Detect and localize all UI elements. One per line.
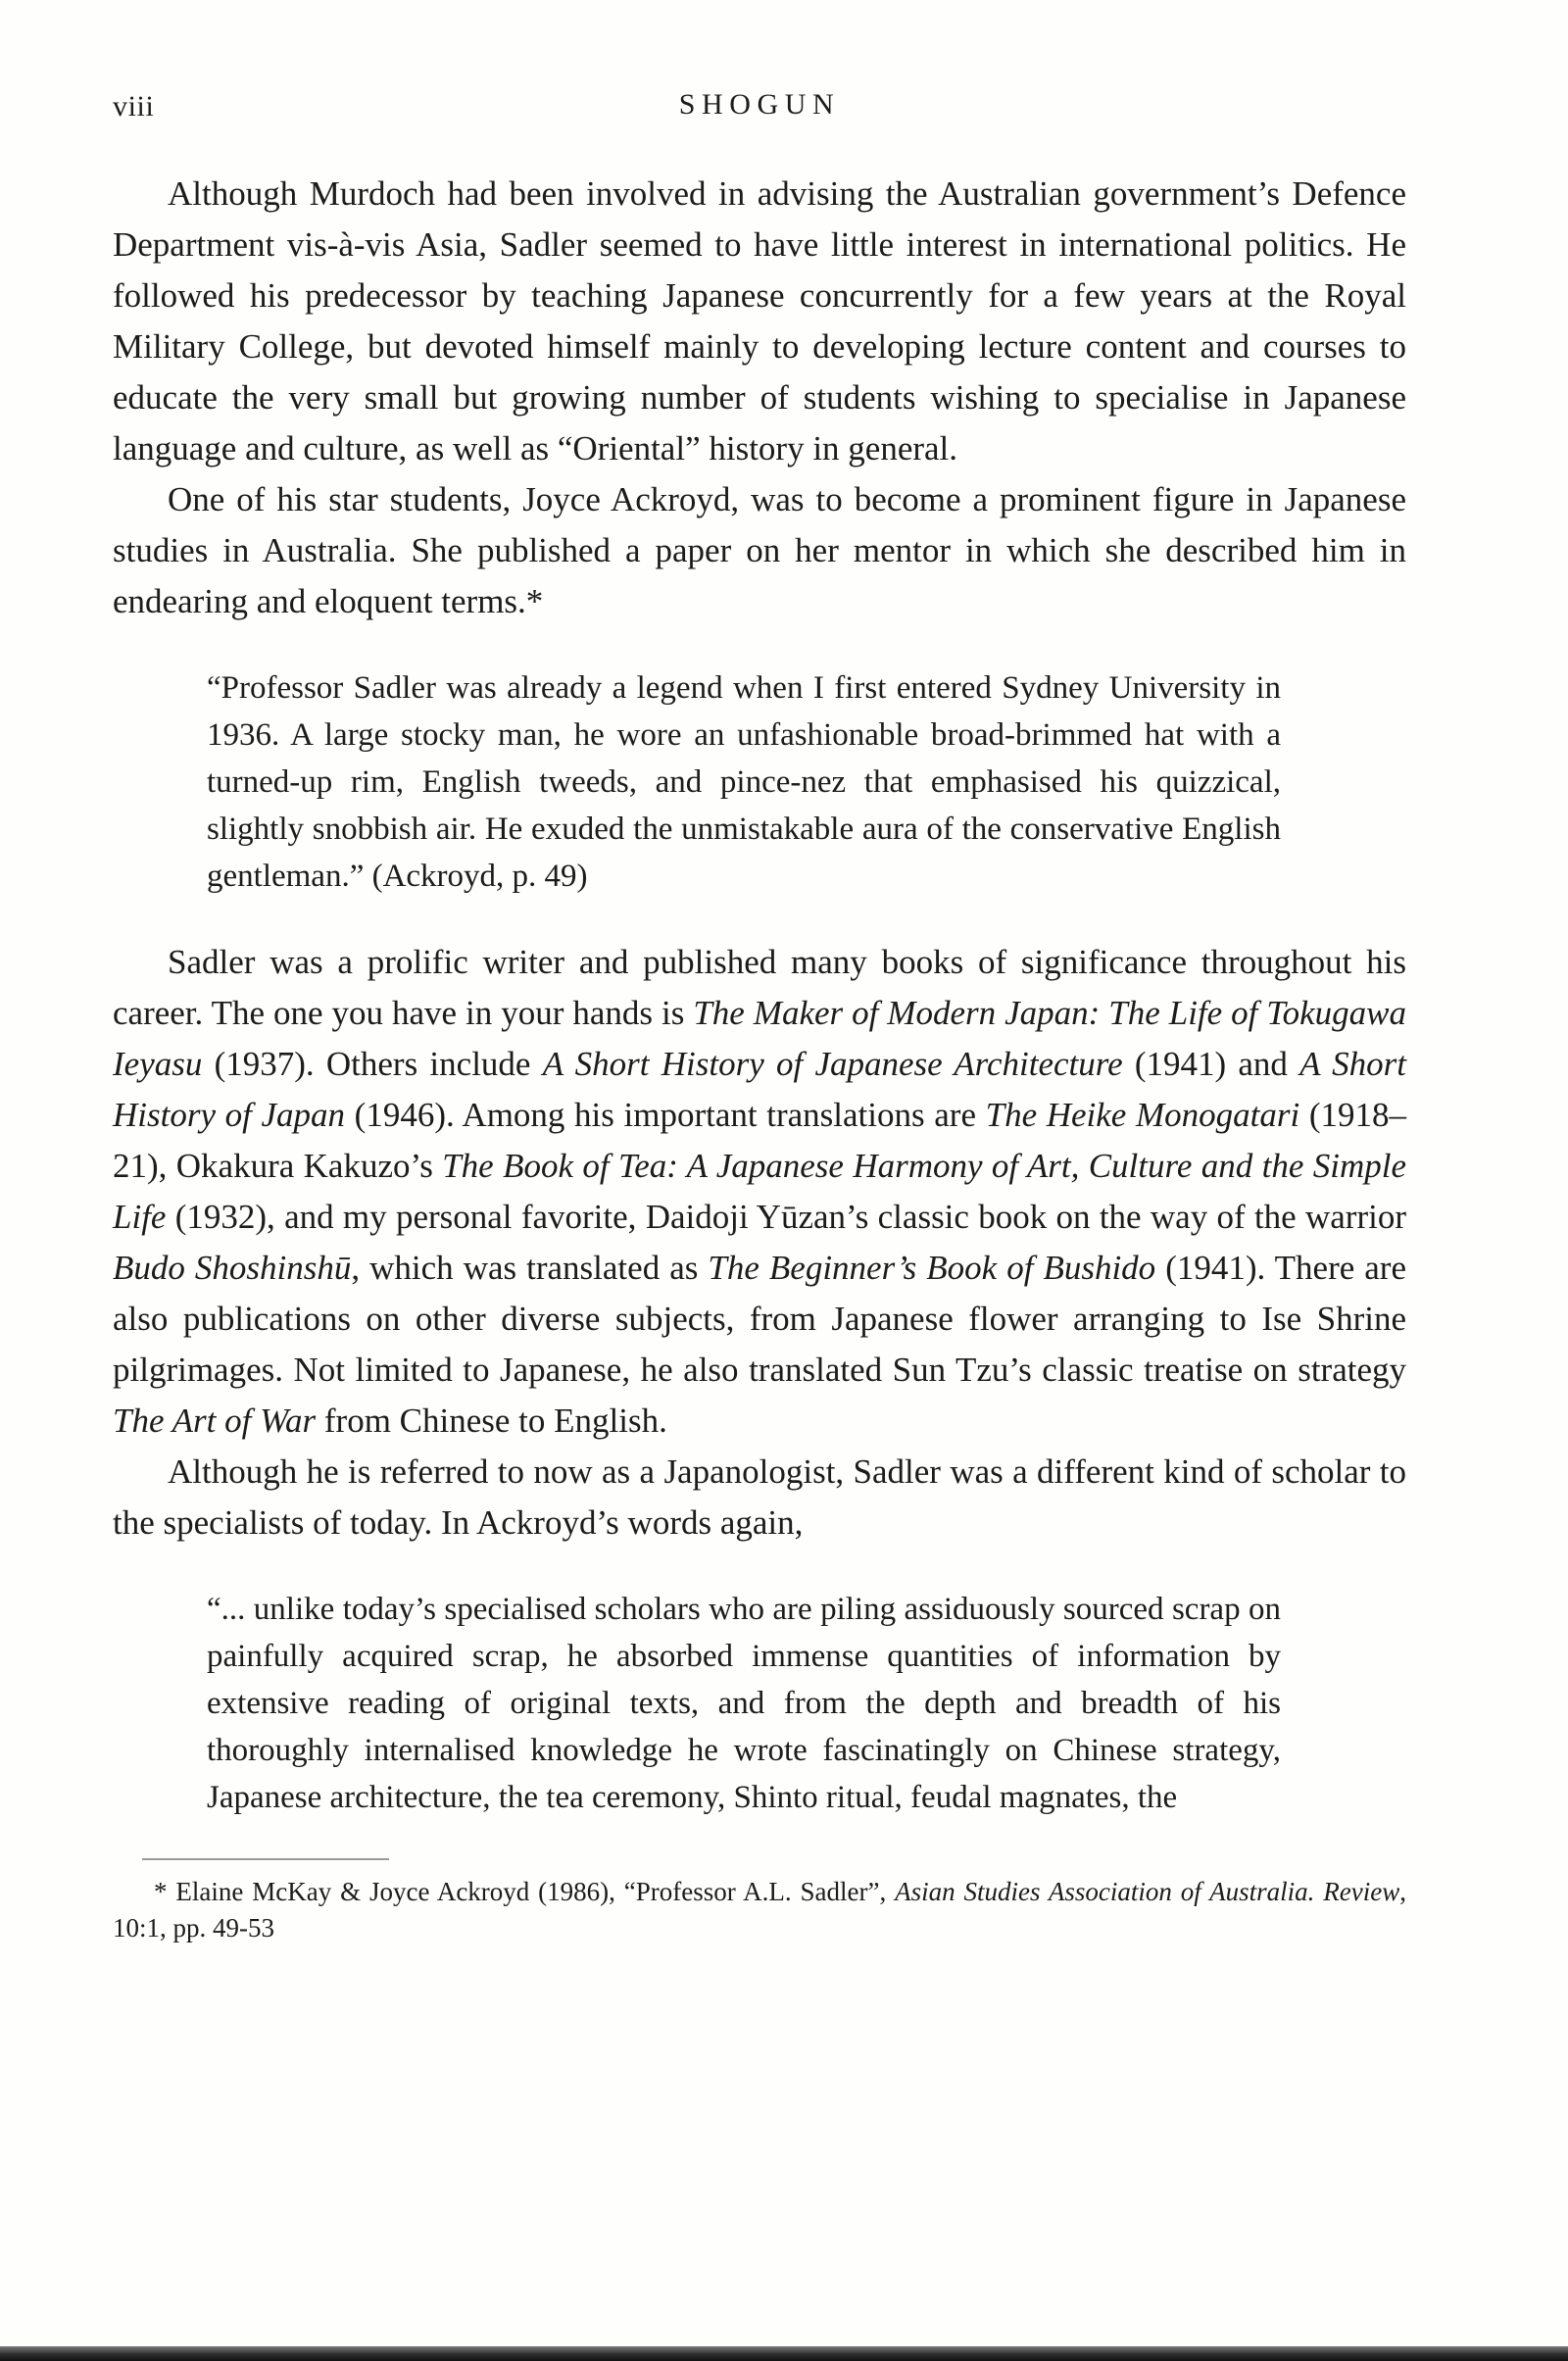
page-number: viii: [113, 90, 155, 123]
paragraph: [113, 1447, 1406, 1549]
italic-text-run: Budo Shoshinshū: [113, 1249, 352, 1287]
text-run: (1941). There are also publications on other diverse subjects, from Japanese flower arranging to Ise Shrine pilgrimages. Not limited to Japanese, he also translated Sun Tzu’s classic treatise on strategy: [113, 1249, 1406, 1389]
text-run: (1946). Among his important translations are: [345, 1096, 986, 1134]
italic-text-run: The Book of Tea: A Japanese Harmony of Art, Culture and the Simple Life: [113, 1147, 1406, 1236]
text-run: “Professor Sadler was already a legend when I first entered Sydney University in 1936. A large stocky man, he wore an unfashionable broad-brimmed hat with a turned-up rim, English tweeds, and pince-nez that emphasised his quizzical, slightly snobbish air. He exuded the unmistakable aura of the conservative English gentleman.” (Ackroyd, p. 49): [207, 670, 1281, 894]
running-head: SHOGUN: [678, 88, 841, 121]
text-run: (1918–21), Okakura Kakuzo’s: [113, 1096, 1406, 1185]
text-run: Although Murdoch had been involved in advising the Australian government’s Defence Department vis-à-vis Asia, Sadler seemed to have little interest in international politics. He followed his predecessor by teaching Japanese concurrently for a few years at the Royal Military College, but devoted himself mainly to developing lecture content and courses to educate the very small but growing number of students wishing to specialise in Japanese language and culture, as well as “Oriental” history in general.: [113, 174, 1406, 467]
page-header: [113, 86, 1406, 129]
page-body: [113, 169, 1406, 1821]
italic-text-run: Asian Studies Association of Australia. Review: [895, 1877, 1400, 1906]
footnote-separator: [142, 1858, 389, 1860]
footnote: [113, 1858, 1406, 1946]
italic-text-run: A Short History of Japan: [113, 1045, 1406, 1134]
text-run: Sadler was a prolific writer and published many books of significance throughout his career. The one you have in your hands is: [113, 943, 1406, 1032]
page-edge-shadow: [0, 2346, 1568, 2361]
block-quote: [207, 664, 1281, 900]
italic-text-run: A Short History of Japanese Architecture: [542, 1045, 1123, 1083]
paragraph: [113, 169, 1406, 474]
text-run: One of his star students, Joyce Ackroyd, was to become a prominent figure in Japanese studies in Australia. She published a paper on her mentor in which she described him in endearing and eloquent terms.*: [113, 480, 1406, 620]
text-run: “... unlike today’s specialised scholars who are piling assiduously sourced scrap on painfully acquired scrap, he absorbed immense quantities of information by extensive reading of original texts, and from the depth and breadth of his thoroughly internalised knowledge he wrote fascinatingly on Chinese strategy, Japanese architecture, the tea ceremony, Shinto ritual, feudal magnates, the: [207, 1592, 1281, 1815]
footnote-text: [113, 1874, 1406, 1946]
text-run: * Elaine McKay & Joyce Ackroyd (1986), “Professor A.L. Sadler”,: [154, 1877, 896, 1906]
italic-text-run: The Beginner’s Book of Bushido: [708, 1249, 1156, 1287]
paragraph: [113, 474, 1406, 627]
italic-text-run: The Heike Monogatari: [985, 1096, 1300, 1134]
italic-text-run: The Art of War: [113, 1402, 317, 1440]
paragraph: [113, 937, 1406, 1447]
block-quote: [207, 1586, 1281, 1821]
text-run: from Chinese to English.: [316, 1402, 667, 1440]
italic-text-run: The Maker of Modern Japan: The Life of Tokugawa Ieyasu: [113, 994, 1406, 1083]
text-run: (1941) and: [1122, 1045, 1300, 1083]
text-run: , 10:1, pp. 49-53: [113, 1877, 1406, 1943]
text-run: Although he is referred to now as a Japanologist, Sadler was a different kind of scholar to the specialists of today. In Ackroyd’s words again,: [113, 1452, 1406, 1542]
text-run: , which was translated as: [351, 1249, 709, 1287]
text-run: (1937). Others include: [202, 1045, 543, 1083]
text-run: (1932), and my personal favorite, Daidoji Yūzan’s classic book on the way of the warrior: [166, 1198, 1406, 1236]
